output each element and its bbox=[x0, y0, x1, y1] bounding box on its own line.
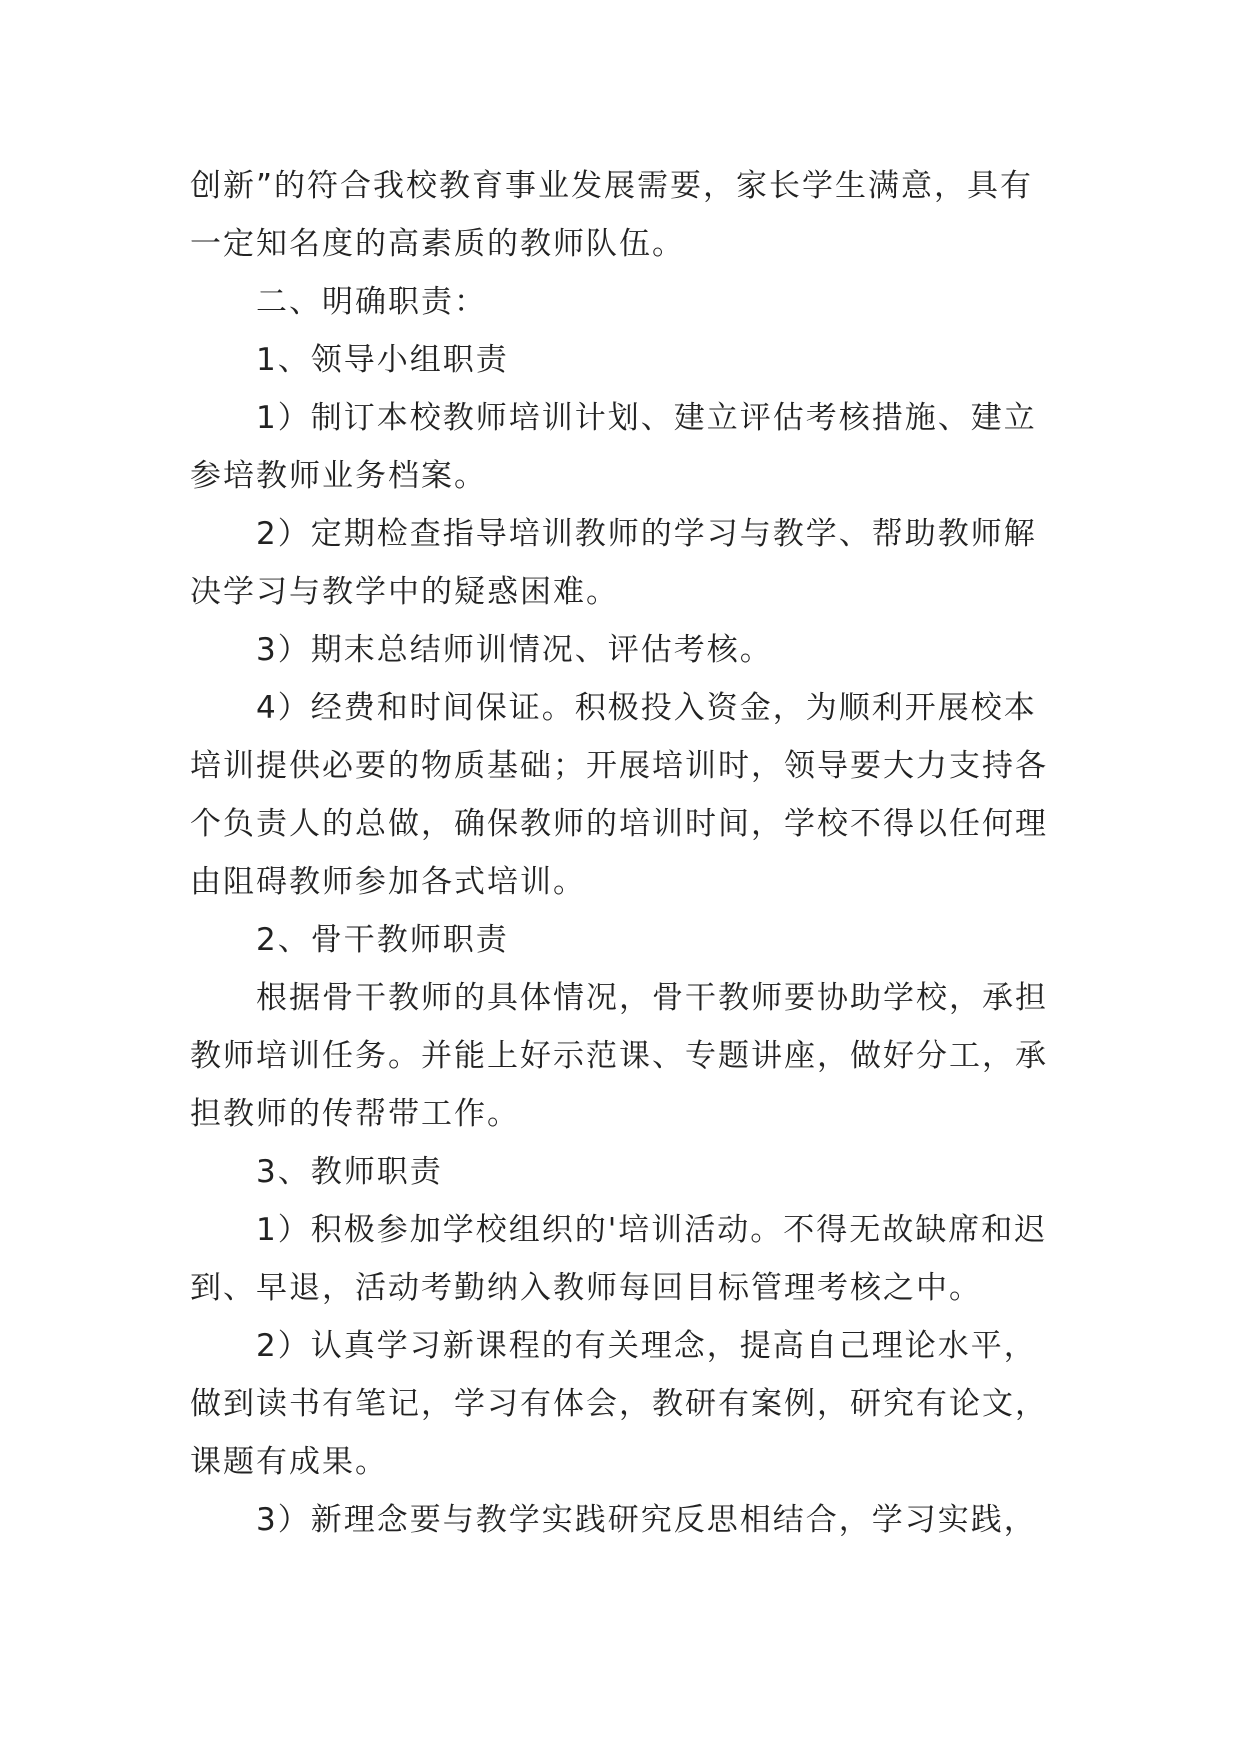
text-line: 4）经费和时间保证。积极投入资金，为顺利开展校本 bbox=[256, 690, 1037, 726]
text-line: 1）制订本校教师培训计划、建立评估考核措施、建立 bbox=[256, 400, 1037, 436]
list-item-paragraph bbox=[190, 505, 1070, 621]
text-line: 个负责人的总做，确保教师的培训时间，学校不得以任何理 bbox=[190, 806, 1048, 842]
text-line: 教师培训任务。并能上好示范课、专题讲座，做好分工，承 bbox=[190, 1038, 1048, 1074]
subsection-heading bbox=[190, 911, 1070, 969]
subsection-heading-text: 3、教师职责 bbox=[256, 1154, 443, 1190]
body-paragraph bbox=[190, 969, 1070, 1143]
text-line: 2）定期检查指导培训教师的学习与教学、帮助教师解 bbox=[256, 516, 1037, 552]
subsection-heading-text: 2、骨干教师职责 bbox=[256, 922, 509, 958]
text-line: 参培教师业务档案。 bbox=[190, 458, 487, 494]
document-body bbox=[190, 157, 1070, 1549]
text-line: 1）积极参加学校组织的'培训活动。不得无故缺席和迟 bbox=[256, 1212, 1048, 1248]
text-line: 培训提供必要的物质基础；开展培训时，领导要大力支持各 bbox=[190, 748, 1048, 784]
paragraph-continuation bbox=[190, 157, 1070, 273]
text-line: 担教师的传帮带工作。 bbox=[190, 1096, 520, 1132]
text-line: 做到读书有笔记，学习有体会，教研有案例，研究有论文， bbox=[190, 1386, 1048, 1422]
text-line: 根据骨干教师的具体情况，骨干教师要协助学校，承担 bbox=[256, 980, 1048, 1016]
text-line: 3）新理念要与教学实践研究反思相结合，学习实践， bbox=[256, 1502, 1037, 1538]
text-line: 一定知名度的高素质的教师队伍。 bbox=[190, 226, 685, 262]
list-item-paragraph bbox=[190, 1491, 1070, 1549]
text-line: 3）期末总结师训情况、评估考核。 bbox=[256, 632, 773, 668]
text-line: 课题有成果。 bbox=[190, 1444, 388, 1480]
subsection-heading bbox=[190, 331, 1070, 389]
section-heading bbox=[190, 273, 1070, 331]
subsection-heading bbox=[190, 1143, 1070, 1201]
subsection-heading-text: 1、领导小组职责 bbox=[256, 342, 509, 378]
text-line: 由阻碍教师参加各式培训。 bbox=[190, 864, 586, 900]
list-item-paragraph bbox=[190, 679, 1070, 911]
section-heading-text: 二、明确职责： bbox=[256, 284, 487, 320]
text-line: 决学习与教学中的疑惑困难。 bbox=[190, 574, 619, 610]
text-line: 到、早退，活动考勤纳入教师每回目标管理考核之中。 bbox=[190, 1270, 982, 1306]
list-item-paragraph bbox=[190, 389, 1070, 505]
list-item-paragraph bbox=[190, 621, 1070, 679]
text-line: 创新”的符合我校教育事业发展需要，家长学生满意，具有 bbox=[190, 168, 1034, 204]
list-item-paragraph bbox=[190, 1201, 1070, 1317]
list-item-paragraph bbox=[190, 1317, 1070, 1491]
text-line: 2）认真学习新课程的有关理念，提高自己理论水平， bbox=[256, 1328, 1037, 1364]
